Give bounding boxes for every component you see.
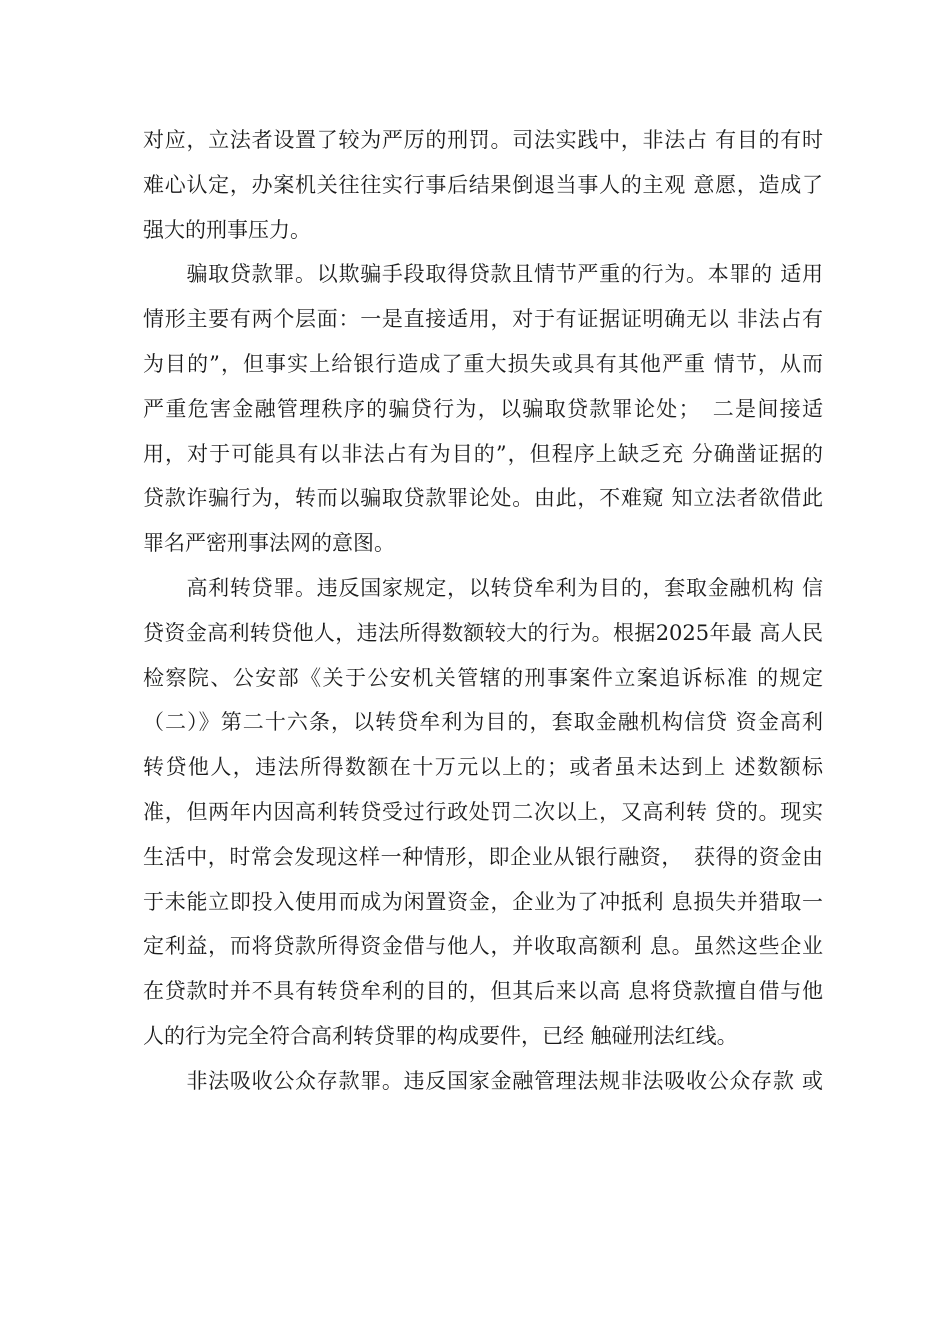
text-line: 准，但两年内因高利转贷受过行政处罚二次以上，又高利转 贷的。现实 (143, 799, 823, 824)
text-line: 生活中，时常会发现这样一种情形，即企业从银行融资， 获得的资金由 (143, 844, 823, 869)
text-line: 对应，立法者设置了较为严厉的刑罚。司法实践中，非法占 有目的有时 (143, 128, 823, 152)
text-line: 人的行为完全符合高利转贷罪的构成要件，已经 触碰刑法红线。 (143, 1023, 738, 1048)
text-line: 在贷款时并不具有转贷牟利的目的，但其后来以高 息将贷款擅自借与他 (143, 979, 823, 1004)
text-line: 骗取贷款罪。以欺骗手段取得贷款且情节严重的行为。本罪的 适用 (143, 262, 823, 287)
text-line: 用，对于可能具有以非法占有为目的”，但程序上缺乏充 分确凿证据的 (143, 441, 823, 466)
paragraph-intro-continuation (143, 118, 823, 252)
text-line: 定利益，而将贷款所得资金借与他人，并收取高额利 息。虽然这些企业 (143, 934, 823, 959)
text-line: 情形主要有两个层面：一是直接适用，对于有证据证明确无以 非法占有 (143, 307, 823, 332)
paragraph-high-interest-relending (143, 566, 823, 1059)
text-line: 高利转贷罪。违反国家规定，以转贷牟利为目的，套取金融机构 信 (143, 575, 823, 600)
text-line: 转贷他人，违法所得数额在十万元以上的；或者虽未达到上 述数额标 (143, 755, 823, 780)
paragraph-loan-fraud (143, 252, 823, 566)
text-line: 难心认定，办案机关往往实行事后结果倒退当事人的主观 意愿，造成了 (143, 172, 823, 197)
text-line: 检察院、公安部《关于公安机关管辖的刑事案件立案追诉标准 的规定 (143, 665, 823, 690)
paragraph-illegal-deposits (143, 1059, 823, 1104)
body-text (143, 118, 823, 1104)
text-line: 为目的”，但事实上给银行造成了重大损失或具有其他严重 情节，从而 (143, 351, 823, 376)
text-line: 严重危害金融管理秩序的骗贷行为，以骗取贷款罪论处； 二是间接适 (143, 396, 823, 421)
text-line: 非法吸收公众存款罪。违反国家金融管理法规非法吸收公众存款 或 (143, 1068, 823, 1093)
text-line: 强大的刑事压力。 (143, 217, 311, 242)
text-line: 罪名严密刑事法网的意图。 (143, 531, 395, 556)
text-line: 于未能立即投入使用而成为闲置资金，企业为了冲抵利 息损失并猎取一 (143, 889, 823, 914)
text-line: 贷款诈骗行为，转而以骗取贷款罪论处。由此，不难窥 知立法者欲借此 (143, 486, 823, 511)
text-line: 贷资金高利转贷他人，违法所得数额较大的行为。根据2025年最 高人民 (143, 620, 823, 645)
text-line: （二）》第二十六条，以转贷牟利为目的，套取金融机构信贷 资金高利 (143, 710, 823, 735)
